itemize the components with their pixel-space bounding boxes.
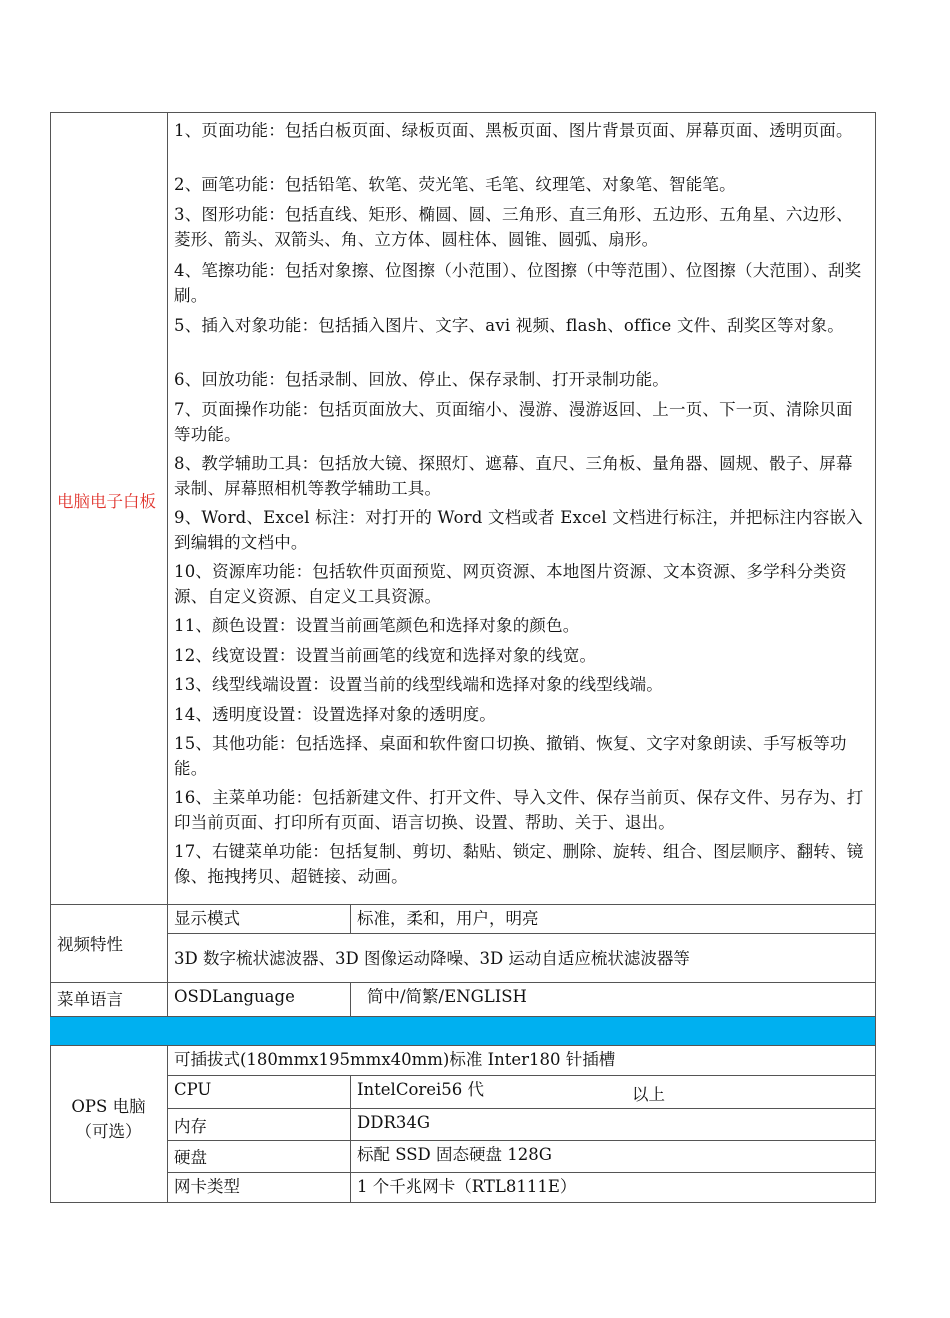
ops-label [50, 1094, 167, 1144]
feature-item: 7、页面操作功能：包括页面放大、页面缩小、漫游、漫游返回、上一页、下一页、清除贝面等功能。 [174, 400, 853, 444]
ops-row-value: DDR34G [357, 1113, 431, 1132]
ops-row-extra: 以上 [632, 1085, 665, 1104]
ops-label-line2: （可选） [75, 1122, 142, 1141]
feature-item: 6、回放功能：包括录制、回放、停止、保存录制、打开录制功能。 [174, 370, 669, 389]
menu-language-key: OSDLanguage [174, 987, 295, 1006]
display-mode-value: 标准，柔和，用户，明亮 [357, 909, 539, 928]
feature-item: 10、资源库功能：包括软件页面预览、网页资源、本地图片资源、文本资源、多学科分类资源、自定义资源、自定义工具资源。 [174, 562, 847, 606]
feature-item: 14、透明度设置：设置选择对象的透明度。 [174, 705, 496, 724]
feature-item: 13、线型线端设置：设置当前的线型线端和选择对象的线型线端。 [174, 675, 663, 694]
feature-item: 4、笔擦功能：包括对象擦、位图擦（小范围）、位图擦（中等范围）、位图擦（大范围）、刮奖刷。 [174, 261, 862, 305]
video-label: 视频特性 [57, 935, 123, 954]
ops-label-line1: OPS 电脑 [71, 1097, 146, 1116]
ops-row-key: 内存 [174, 1117, 207, 1136]
ops-row-key: 硬盘 [174, 1148, 207, 1167]
video-filters: 3D 数字梳状滤波器、3D 图像运动降噪、3D 运动自适应梳状滤波器等 [174, 949, 690, 968]
feature-item: 15、其他功能：包括选择、桌面和软件窗口切换、撤销、恢复、文字对象朗读、手写板等功能。 [174, 734, 847, 778]
ops-slot: 可插拔式(180mmx195mmx40mm)标准 Inter180 针插槽 [174, 1050, 616, 1069]
feature-item: 3、图形功能：包括直线、矩形、椭圆、圆、三角形、直三角形、五边形、五角星、六边形、菱形、箭头、双箭头、角、立方体、圆柱体、圆锥、圆弧、扇形。 [174, 205, 853, 249]
ops-row-key: CPU [174, 1080, 212, 1099]
ops-row-value: IntelCorei56 代 [357, 1080, 485, 1099]
feature-item: 2、画笔功能：包括铅笔、软笔、荧光笔、毛笔、纹理笔、对象笔、智能笔。 [174, 175, 736, 194]
feature-item: 5、插入对象功能：包括插入图片、文字、avi 视频、flash、office 文件、刮奖区等对象。 [174, 316, 844, 335]
menu-language-value: 简中/简繁/ENGLISH [367, 987, 527, 1006]
display-mode-label: 显示模式 [174, 909, 240, 928]
ops-row-value: 1 个千兆网卡（RTL8111E） [357, 1177, 577, 1196]
feature-item: 8、教学辅助工具：包括放大镜、探照灯、遮幕、直尺、三角板、量角器、圆规、骰子、屏幕录制、屏幕照相机等教学辅助工具。 [174, 454, 853, 498]
menu-language-label: 菜单语言 [57, 990, 123, 1009]
feature-item: 9、Word、Excel 标注：对打开的 Word 文档或者 Excel 文档进行标注，并把标注内容嵌入到编辑的文档中。 [174, 508, 863, 552]
ops-row-key: 网卡类型 [174, 1177, 240, 1196]
feature-item: 17、右键菜单功能：包括复制、剪切、黏贴、锁定、删除、旋转、组合、图层顺序、翻转、镜像、拖拽拷贝、超链接、动画。 [174, 842, 864, 886]
ops-row-value: 标配 SSD 固态硬盘 128G [357, 1145, 552, 1164]
feature-item: 12、线宽设置：设置当前画笔的线宽和选择对象的线宽。 [174, 646, 597, 665]
feature-item: 1、页面功能：包括白板页面、绿板页面、黑板页面、图片背景页面、屏幕页面、透明页面。 [174, 121, 853, 140]
whiteboard-label: 电脑电子白板 [57, 492, 156, 511]
feature-item: 16、主菜单功能：包括新建文件、打开文件、导入文件、保存当前页、保存文件、另存为、打印当前页面、打印所有页面、语言切换、设置、帮助、关于、退出。 [174, 788, 864, 832]
feature-item: 11、颜色设置：设置当前画笔颜色和选择对象的颜色。 [174, 616, 580, 635]
section-divider-bar [50, 1017, 875, 1045]
